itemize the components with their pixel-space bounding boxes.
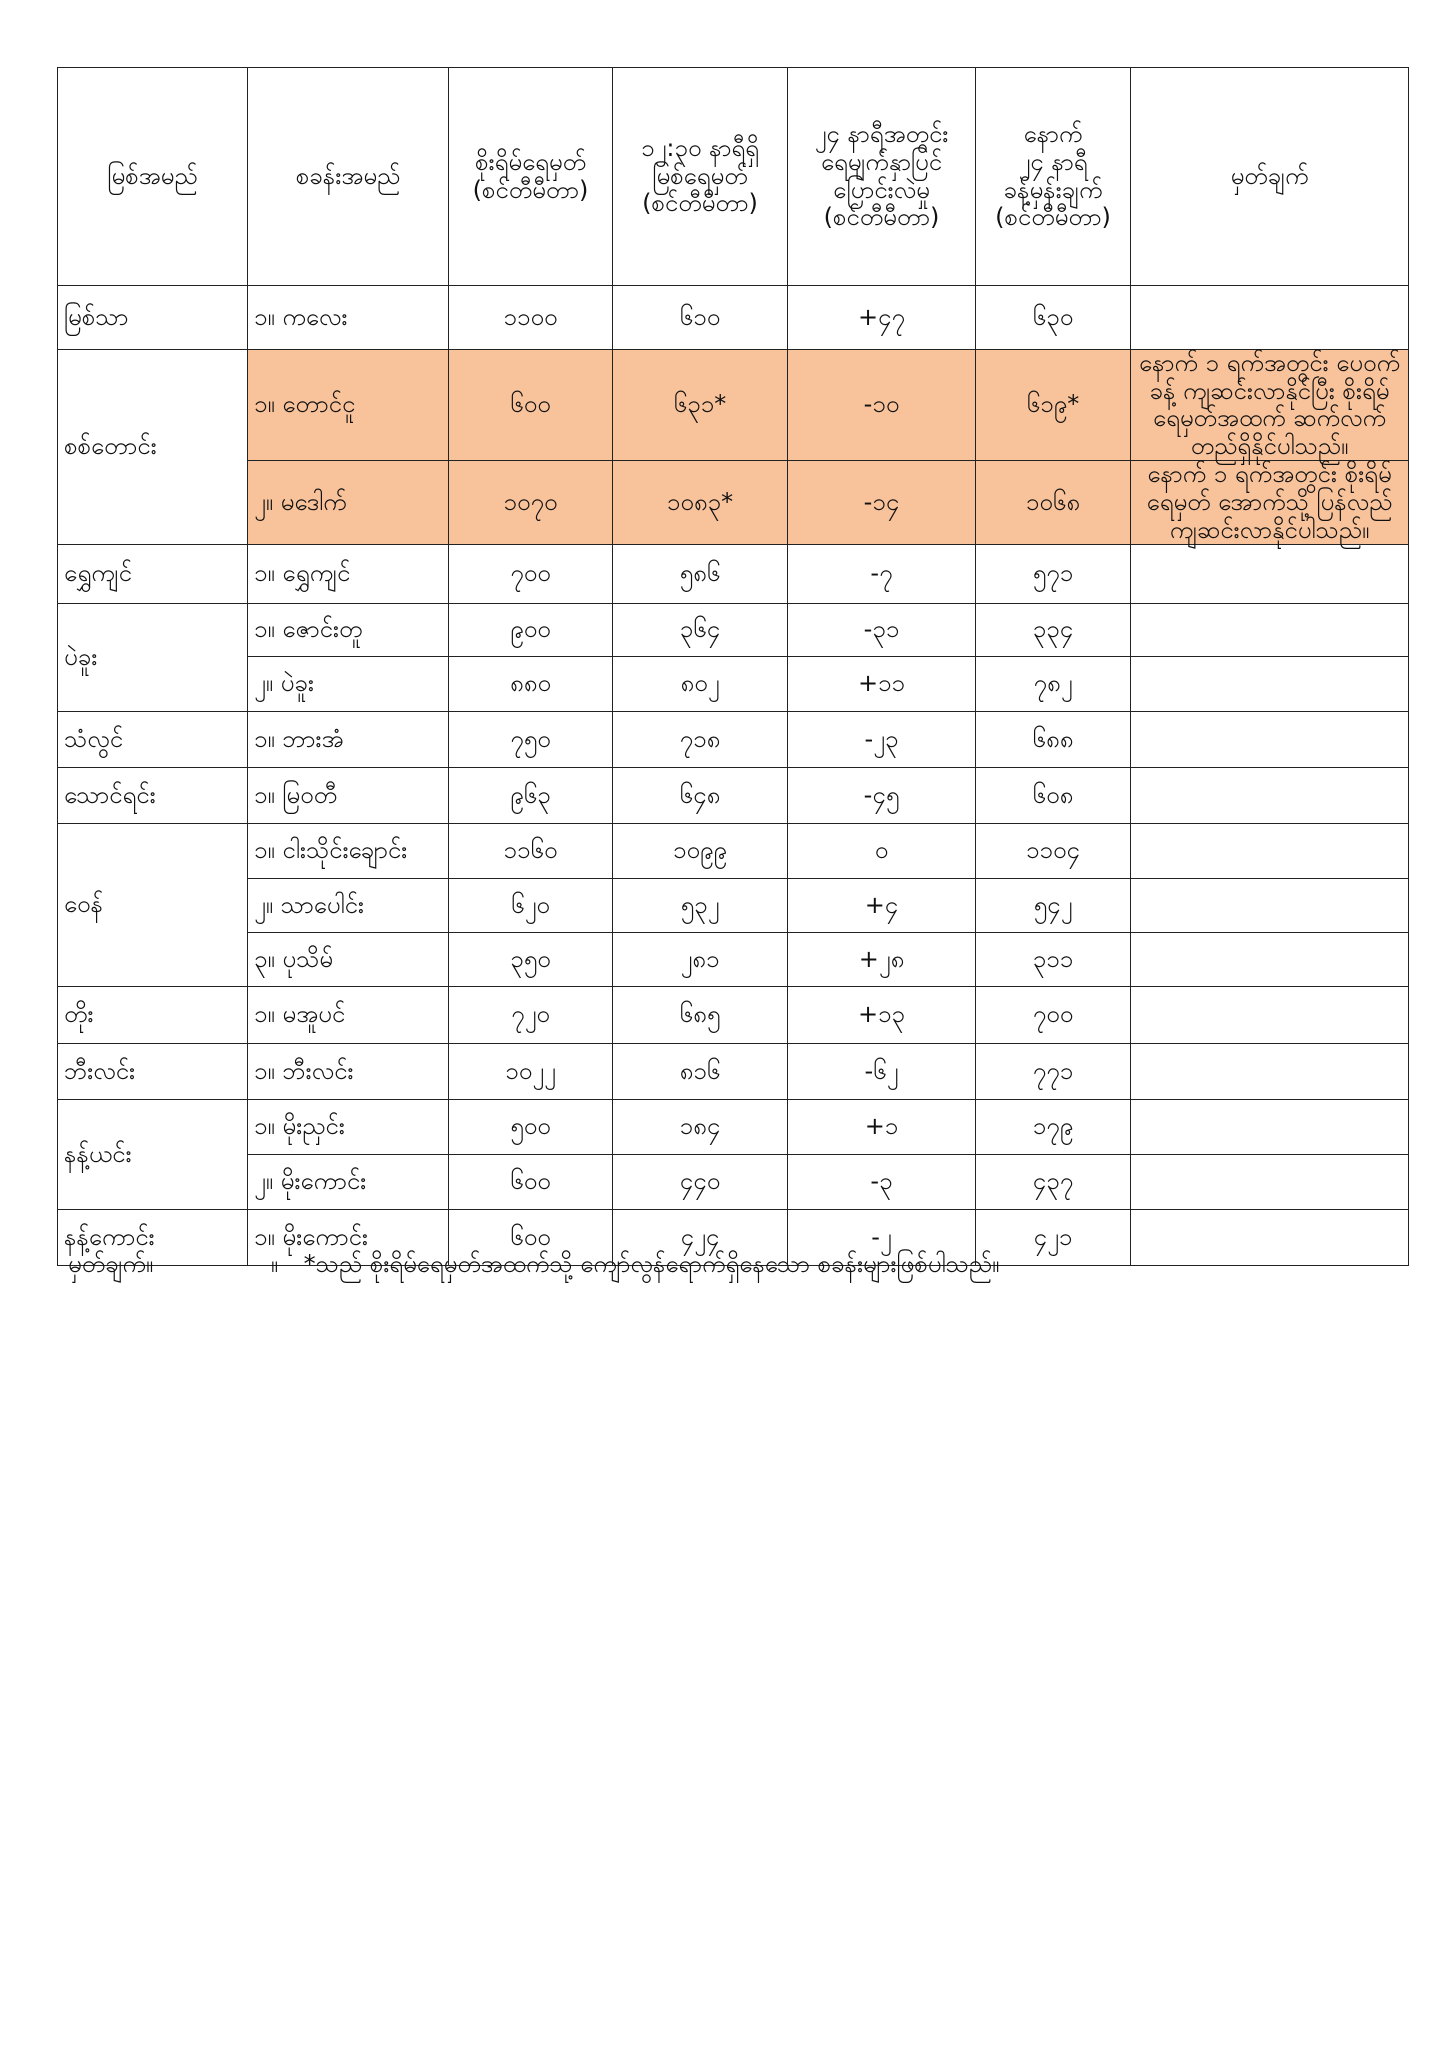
header-line: ၁၂:၃၀ နာရီရှိ [641,134,759,163]
river-level-table [57,67,1409,1266]
water-level-cell: ၈၁၆ [613,1044,788,1100]
remark-cell: နောက် ၁ ရက်အတွင်း ပေ၀က်ခန့် ကျဆင်းလာနိုင်ပြီး စိုးရိမ်ရေမှတ်အထက် ဆက်လက်တည်ရှိနိုင်ပါသည်။ [1131,350,1409,461]
station-name-cell: ၁။ တောင်ငူ [248,350,449,461]
danger-level-cell: ၈၈၀ [449,657,613,712]
change-24h-cell: +၂၈ [788,933,976,987]
forecast-24h-cell: ၃၁၁ [976,933,1131,987]
forecast-24h-cell: ၁၀၆၈ [976,461,1131,545]
danger-level-cell: ၇၅၀ [449,712,613,768]
water-level-cell: ၂၈၁ [613,933,788,987]
forecast-24h-cell: ၄၂၁ [976,1210,1131,1266]
remark-cell [1131,824,1409,879]
change-24h-cell: -၁၄ [788,461,976,545]
remark-cell [1131,657,1409,712]
change-24h-cell: -၇ [788,545,976,604]
forecast-24h-cell: ၇၈၂ [976,657,1131,712]
change-24h-cell: -၂၃ [788,712,976,768]
change-24h-cell: -၃ [788,1155,976,1210]
remark-cell [1131,545,1409,604]
table-row [58,824,1409,879]
header-line: ရေမျက်နှာပြင် [820,147,943,176]
header-line: မြစ်အမည် [107,161,198,190]
station-name-cell: ၃။ ပုသိမ် [248,933,449,987]
water-level-cell: ၁၀၈၃* [613,461,788,545]
forecast-24h-cell: ၇၇၁ [976,1044,1131,1100]
header-line: စိုးရိမ်ရေမှတ် [475,147,586,176]
river-name-cell: နန့်ယင်း [58,1100,248,1210]
danger-level-cell: ၁၁၆၀ [449,824,613,879]
change-24h-cell: -၂ [788,1210,976,1266]
remark-cell [1131,1100,1409,1155]
river-name-cell: ပဲခူး [58,604,248,712]
table-row [58,987,1409,1044]
river-name-cell: သောင်ရင်း [58,768,248,824]
river-name-cell: မြစ်သာ [58,286,248,350]
station-name-cell: ၁။ ကလေး [248,286,449,350]
station-name-cell: ၁။ မိုးညှင်း [248,1100,449,1155]
water-level-cell: ၄၂၄ [613,1210,788,1266]
change-24h-cell: +၄ [788,879,976,933]
danger-level-cell: ၅၀၀ [449,1100,613,1155]
table-row [58,545,1409,604]
table-row [58,461,1409,545]
danger-level-cell: ၁၀၇၀ [449,461,613,545]
water-level-cell: ၄၄၀ [613,1155,788,1210]
header-danger-level [449,68,613,286]
footnote-separator: ။ [270,1250,279,1278]
forecast-24h-cell: ၆၁၉* [976,350,1131,461]
river-name-cell: ဝေန် [58,824,248,987]
forecast-24h-cell: ၅၇၁ [976,545,1131,604]
header-line: နောက် [1023,120,1083,149]
station-name-cell: ၁။ ဘီးလင်း [248,1044,449,1100]
forecast-24h-cell: ၃၃၄ [976,604,1131,657]
station-name-cell: ၁။ ဇောင်းတူ [248,604,449,657]
remark-cell [1131,712,1409,768]
change-24h-cell: +၄၇ [788,286,976,350]
water-level-cell: ၆၄၈ [613,768,788,824]
danger-level-cell: ၉၆၃ [449,768,613,824]
station-name-cell: ၁။ ဘားအံ [248,712,449,768]
danger-level-cell: ၉၀၀ [449,604,613,657]
remark-cell [1131,879,1409,933]
header-line: ၂၄ နာရီ [1018,147,1088,176]
remark-cell [1131,286,1409,350]
forecast-24h-cell: ၆၈၈ [976,712,1131,768]
river-name-cell: တိုး [58,987,248,1044]
header-line: ခန့်မှန်းချက် [1003,175,1103,204]
header-line: (စင်တီမီတာ) [995,203,1111,232]
remark-cell [1131,1155,1409,1210]
river-name-cell: ဘီးလင်း [58,1044,248,1100]
forecast-24h-cell: ၁၁၀၄ [976,824,1131,879]
water-level-cell: ၃၆၄ [613,604,788,657]
danger-level-cell: ၆၀၀ [449,1210,613,1266]
remark-cell [1131,933,1409,987]
forecast-24h-cell: ၆၀၈ [976,768,1131,824]
station-name-cell: ၁။ ရွှေကျင် [248,545,449,604]
water-level-cell: ၈၀၂ [613,657,788,712]
header-line: (စင်တီမီတာ) [642,189,758,218]
change-24h-cell: -၆၂ [788,1044,976,1100]
danger-level-cell: ၆၀၀ [449,1155,613,1210]
header-remarks [1131,68,1409,286]
danger-level-cell: ၆၀၀ [449,350,613,461]
water-level-cell: ၁၈၄ [613,1100,788,1155]
change-24h-cell: -၃၁ [788,604,976,657]
table-row [58,657,1409,712]
footnote [68,1248,999,1284]
table-row [58,1044,1409,1100]
header-line: (စင်တီမီတာ) [472,175,589,204]
danger-level-cell: ၇၂၀ [449,987,613,1044]
remark-cell [1131,604,1409,657]
remark-cell [1131,1210,1409,1266]
table-row [58,933,1409,987]
river-name-cell: နန့်ကောင်း [58,1210,248,1266]
header-line: ပြောင်းလဲမှု [833,175,930,204]
table-row [58,350,1409,461]
remark-cell [1131,987,1409,1044]
water-level-cell: ၅၈၆ [613,545,788,604]
river-name-cell: စစ်တောင်း [58,350,248,545]
station-name-cell: ၁။ မအူပင် [248,987,449,1044]
header-line: မှတ်ချက် [1230,161,1309,190]
water-level-cell: ၇၁၈ [613,712,788,768]
change-24h-cell: +၁၁ [788,657,976,712]
water-level-cell: ၆၈၅ [613,987,788,1044]
change-24h-cell: +၁ [788,1100,976,1155]
danger-level-cell: ၁၀၂၂ [449,1044,613,1100]
station-name-cell: ၂။ သာပေါင်း [248,879,449,933]
forecast-24h-cell: ၇၀၀ [976,987,1131,1044]
table-row [58,1100,1409,1155]
table-row [58,286,1409,350]
header-line: မြစ်ရေမှတ် [652,161,748,190]
table-row [58,879,1409,933]
danger-level-cell: ၇၀၀ [449,545,613,604]
river-name-cell: ရွှေကျင် [58,545,248,604]
water-level-cell: ၆၁၀ [613,286,788,350]
danger-level-cell: ၁၁၀၀ [449,286,613,350]
header-line: ၂၄ နာရီအတွင်း [814,120,949,149]
station-name-cell: ၂။ မဒေါက် [248,461,449,545]
station-name-cell: ၁။ မြဝတီ [248,768,449,824]
header-line: (စင်တီမီတာ) [823,203,940,232]
table-row [58,604,1409,657]
forecast-24h-cell: ၄၃၇ [976,1155,1131,1210]
footnote-label: မှတ်ချက်။ [68,1250,154,1278]
table-row [58,712,1409,768]
danger-level-cell: ၃၅၀ [449,933,613,987]
remark-cell [1131,1044,1409,1100]
change-24h-cell: +၁၃ [788,987,976,1044]
river-name-cell: သံလွင် [58,712,248,768]
header-24h-change [788,68,976,286]
table-row [58,1155,1409,1210]
water-level-cell: ၅၃၂ [613,879,788,933]
danger-level-cell: ၆၂၀ [449,879,613,933]
table-row [58,768,1409,824]
header-line: စခန်းအမည် [295,161,401,190]
water-level-cell: ၁၀၉၉ [613,824,788,879]
header-station-name [248,68,449,286]
change-24h-cell: -၄၅ [788,768,976,824]
forecast-24h-cell: ၅၄၂ [976,879,1131,933]
change-24h-cell: ၀ [788,824,976,879]
forecast-24h-cell: ၆၃၀ [976,286,1131,350]
table-body [58,286,1409,1266]
forecast-24h-cell: ၁၇၉ [976,1100,1131,1155]
remark-cell [1131,768,1409,824]
header-24h-forecast [976,68,1131,286]
header-water-level [613,68,788,286]
station-name-cell: ၁။ မိုးကောင်း [248,1210,449,1266]
change-24h-cell: -၁၀ [788,350,976,461]
remark-cell: နောက် ၁ ရက်အတွင်း စိုးရိမ်ရေမှတ် အောက်သို့ ပြန်လည်ကျဆင်းလာနိုင်ပါသည်။ [1131,461,1409,545]
station-name-cell: ၂။ ပဲခူး [248,657,449,712]
header-river-name [58,68,248,286]
station-name-cell: ၂။ မိုးကောင်း [248,1155,449,1210]
header-row [58,68,1409,286]
footnote-text: *သည် စိုးရိမ်ရေမှတ်အထက်သို့ ကျော်လွန်ရောက်ရှိနေသော စခန်းများဖြစ်ပါသည်။ [303,1250,1000,1278]
water-level-cell: ၆၃၁* [613,350,788,461]
station-name-cell: ၁။ ငါးသိုင်းချောင်း [248,824,449,879]
